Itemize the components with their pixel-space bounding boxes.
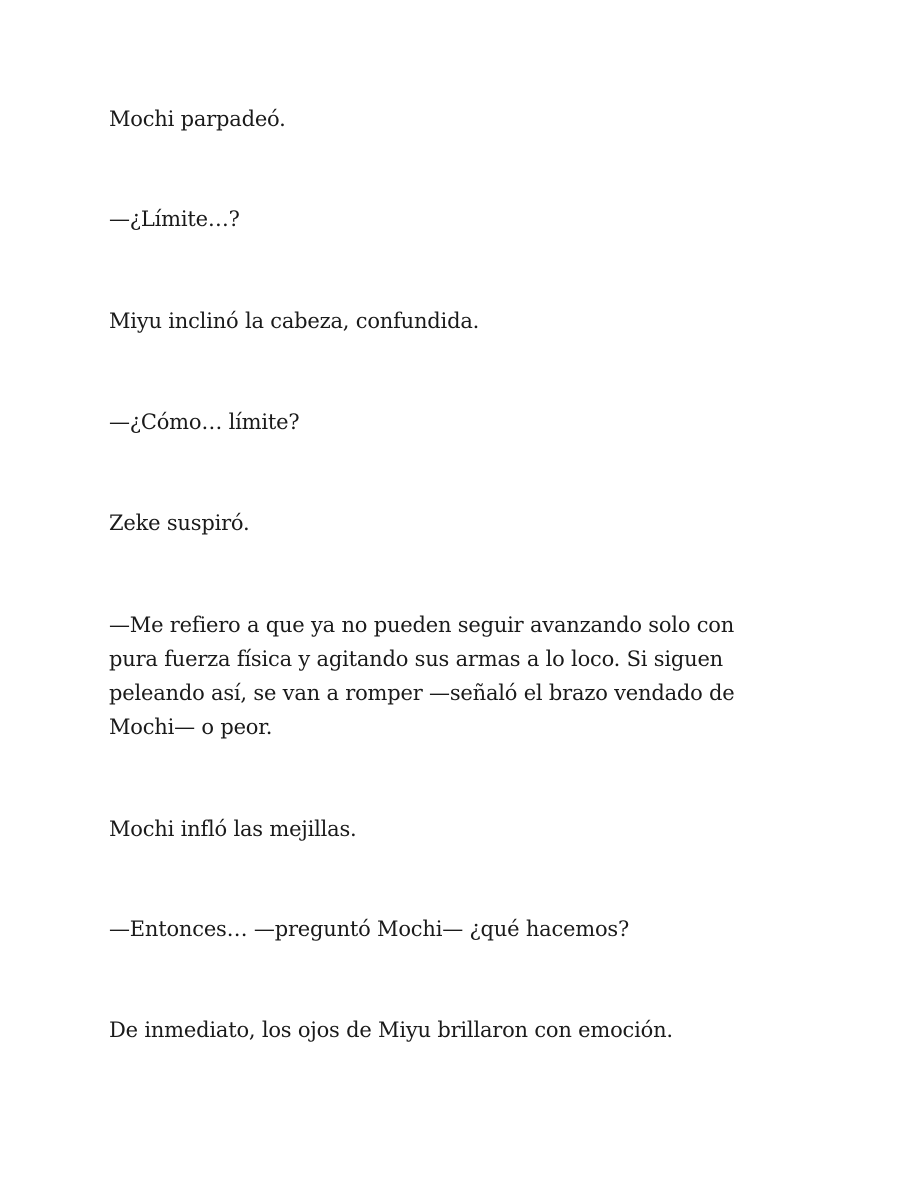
paragraph [109, 202, 240, 236]
text-line: peleando así, se van a romper —señaló el brazo vendado de [109, 681, 735, 705]
text-line: Mochi infló las mejillas. [109, 817, 357, 841]
text-line: Mochi parpadeó. [109, 107, 286, 131]
text-line: Mochi— o peor. [109, 715, 273, 739]
paragraph [109, 812, 357, 846]
text-line: Miyu inclinó la cabeza, confundida. [109, 309, 480, 333]
text-line: De inmediato, los ojos de Miyu brillaron con emoción. [109, 1018, 673, 1042]
paragraph [109, 1013, 673, 1047]
paragraph [109, 506, 249, 540]
text-line: —Entonces… —preguntó Mochi— ¿qué hacemos? [109, 917, 630, 941]
paragraph [109, 405, 299, 439]
paragraph [109, 304, 479, 338]
text-line: pura fuerza física y agitando sus armas a lo loco. Si siguen [109, 647, 723, 671]
paragraph [109, 912, 629, 946]
paragraph [109, 102, 286, 136]
text-line: Zeke suspiró. [109, 511, 250, 535]
text-line: —¿Cómo… límite? [109, 410, 300, 434]
text-line: —Me refiero a que ya no pueden seguir avanzando solo con [109, 613, 735, 637]
paragraph [109, 608, 735, 744]
text-line: —¿Límite…? [109, 207, 240, 231]
